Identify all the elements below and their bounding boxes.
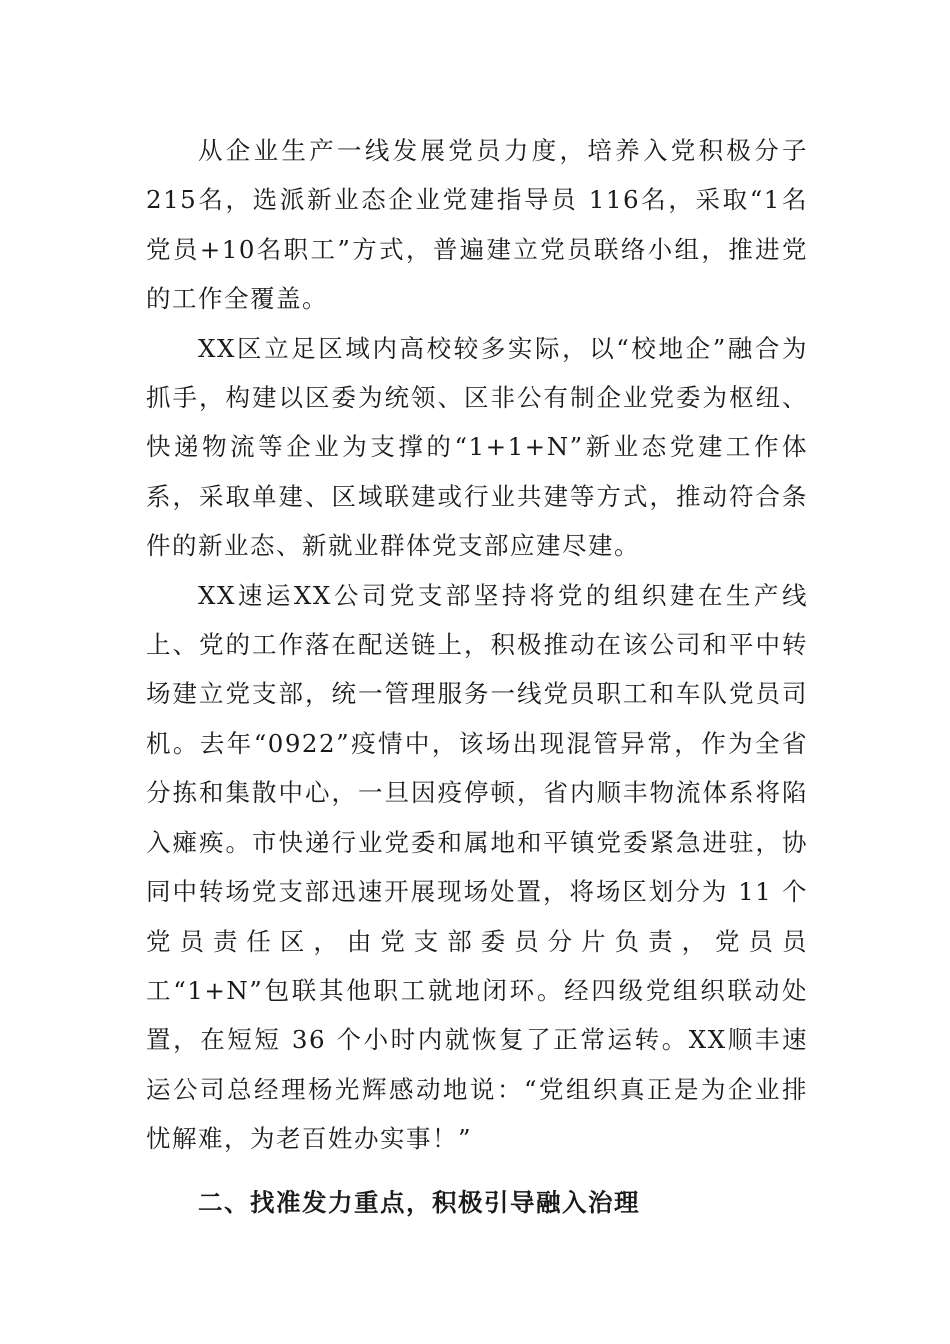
paragraph-2: XX区立足区域内高校较多实际，以“校地企”融合为抓手，构建以区委为统领、区非公有制企业党委为枢纽、快递物流等企业为支撑的“1+1+N”新业态党建工作体系，采取单建、区域联建或行业共建等方式，推动符合条件的新业态、新就业群体党支部应建尽建。 (146, 333, 808, 561)
document-body (146, 126, 808, 1227)
paragraph-3: XX速运XX公司党支部坚持将党的组织建在生产线上、党的工作落在配送链上，积极推动在该公司和平中转场建立党支部，统一管理服务一线党员职工和车队党员司机。去年“0922”疫情中，该场出现混管异常，作为全省分拣和集散中心，一旦因疫停顿，省内顺丰物流体系将陷入瘫痪。市快递行业党委和属地和平镇党委紧急进驻，协同中转场党支部迅速开展现场处置，将场区划分为 11 个党员责任区，由党支部委员分片负责，党员员工“1+N”包联其他职工就地闭环。经四级党组织联动处置，在短短 36 个小时内就恢复了正常运转。XX顺丰速运公司总经理杨光辉感动地说：“党组织真正是为企业排忧解难，为老百姓办实事！” (146, 580, 808, 1154)
section-heading: 二、找准发力重点，积极引导融入治理 (198, 1187, 640, 1217)
paragraph-1: 从企业生产一线发展党员力度，培养入党积极分子215名，选派新业态企业党建指导员 116名，采取“1名党员+10名职工”方式，普遍建立党员联络小组，推进党的工作全覆盖。 (146, 136, 808, 314)
